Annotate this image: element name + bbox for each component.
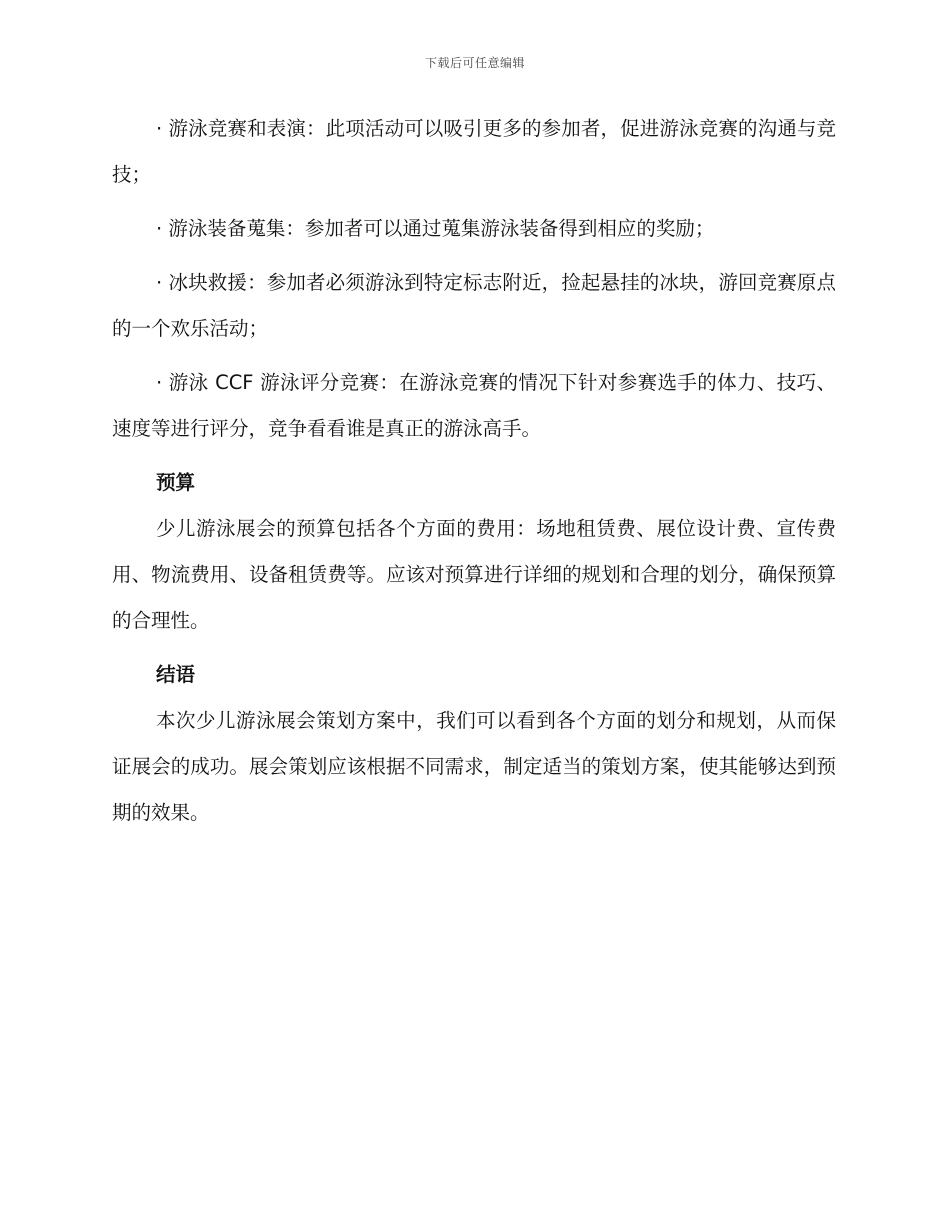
- bullet-ice-rescue: · 冰块救援：参加者必须游泳到特定标志附近，捡起悬挂的冰块，游回竞赛原点的一个欢乐活动；: [112, 271, 836, 340]
- bullet-swimming-competition: · 游泳竞赛和表演：此项活动可以吸引更多的参加者，促进游泳竞赛的沟通与竞技；: [112, 117, 836, 186]
- conclusion-paragraph: 本次少儿游泳展会策划方案中，我们可以看到各个方面的划分和规划，从而保证展会的成功。展会策划应该根据不同需求，制定适当的策划方案，使其能够达到预期的效果。: [112, 709, 836, 824]
- document-body: [112, 106, 836, 836]
- conclusion-heading: 结语: [156, 663, 196, 686]
- budget-paragraph: 少儿游泳展会的预算包括各个方面的费用：场地租赁费、展位设计费、宣传费用、物流费用、设备租赁费等。应该对预算进行详细的规划和合理的划分，确保预算的合理性。: [112, 517, 836, 632]
- bullet-ccf-scoring: · 游泳 CCF 游泳评分竞赛：在游泳竞赛的情况下针对参赛选手的体力、技巧、速度等进行评分，竞争看看谁是真正的游泳高手。: [112, 371, 836, 440]
- budget-heading: 预算: [156, 471, 196, 494]
- bullet-equipment-collection: · 游泳装备蒐集：参加者可以通过蒐集游泳装备得到相应的奖励；: [156, 217, 715, 240]
- header-note: 下载后可任意编辑: [424, 56, 525, 70]
